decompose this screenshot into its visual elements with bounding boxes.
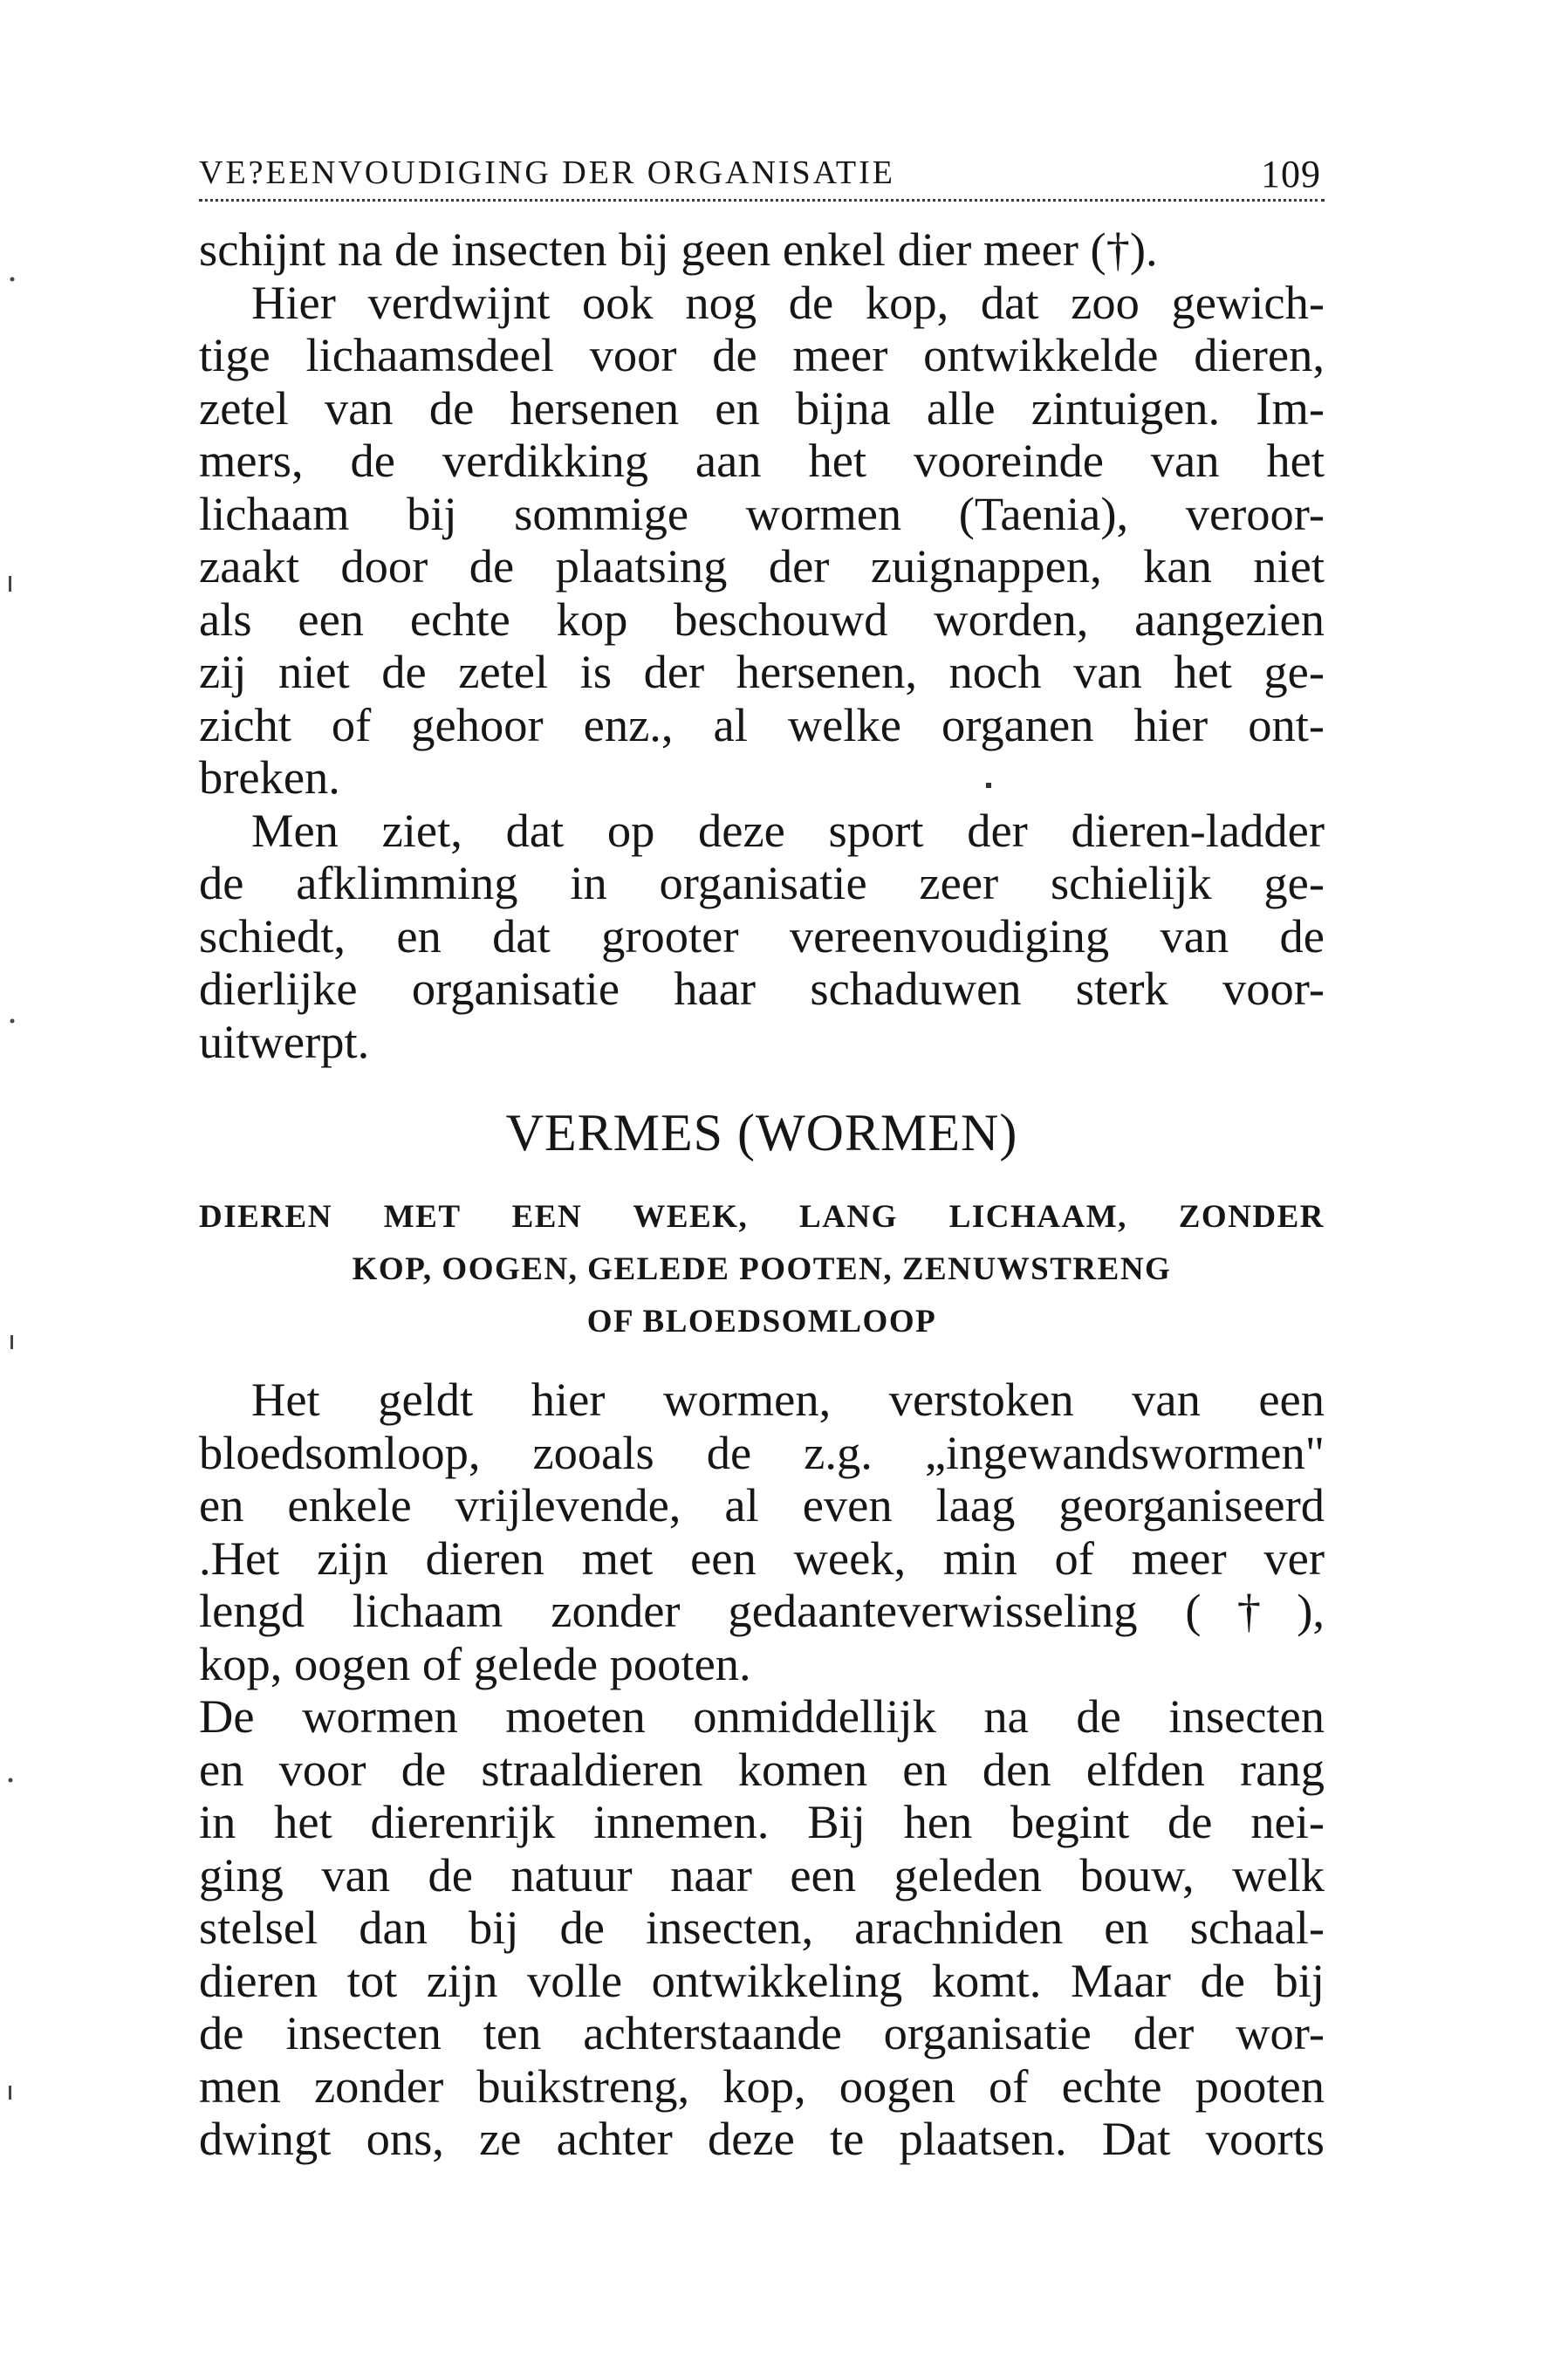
body-text-top	[199, 223, 1325, 1068]
text-line: dwingt ons, ze achter deze te plaatsen. Dat voorts	[199, 2112, 1325, 2165]
text-line: Het geldt hier wormen, verstoken van een	[251, 1373, 1325, 1426]
text-line: .Het zijn dieren met een week, min of meer ver	[199, 1531, 1325, 1585]
text-line: zij niet de zetel is der hersenen, noch van het ge-	[199, 645, 1325, 698]
page-number: 109	[1261, 153, 1321, 195]
text-line: kop, oogen of gelede pooten.	[199, 1636, 751, 1690]
text-line: ging van de natuur naar een geleden bouw, welk	[199, 1847, 1325, 1901]
text-line: de insecten ten achterstaande organisatie der wor-	[199, 2006, 1325, 2059]
text-line: De wormen moeten onmiddellijk na de insecten	[199, 1689, 1325, 1743]
text-line: zicht of gehoor enz., al welke organen hier ont-	[199, 697, 1325, 751]
text-line: en enkele vrijlevende, al even laag georganiseerd	[199, 1478, 1325, 1531]
text-line: dierlijke organisatie haar schaduwen sterk voor-	[199, 962, 1325, 1015]
subtitle-line: OF BLOEDSOMLOOP	[586, 1304, 937, 1340]
text-line: uitwerpt.	[199, 1014, 370, 1068]
text-line: zetel van de hersenen en bijna alle zintuigen. Im-	[199, 380, 1325, 435]
text-line: lichaam bij sommige wormen (Taenia), veroor-	[199, 486, 1325, 540]
text-line: schiedt, en dat grooter vereenvoudiging van de	[199, 908, 1325, 963]
text-line: Hier verdwijnt ook nog de kop, dat zoo gewich-	[251, 275, 1325, 329]
text-line: stelsel dan bij de insecten, arachniden en schaal-	[199, 1901, 1325, 1954]
text-line: bloedsomloop, zooals de z.g. „ingewandswormen"	[199, 1425, 1325, 1479]
text-line: breken.	[199, 750, 340, 804]
text-line: als een echte kop beschouwd worden, aangezien	[199, 592, 1325, 646]
section-subtitle	[199, 1191, 1325, 1348]
running-title: VE?EENVOUDIGING DER ORGANISATIE	[199, 154, 896, 191]
text-line: Men ziet, dat op deze sport der dieren-ladder	[251, 803, 1325, 857]
text-line: mers, de verdikking aan het vooreinde van het	[199, 434, 1325, 487]
section-title: VERMES (WORMEN)	[505, 1104, 1018, 1161]
subtitle-line: DIEREN MET EEN WEEK, LANG LICHAAM, ZONDER	[199, 1199, 1325, 1235]
body-text-bottom	[199, 1374, 1325, 2166]
text-line: schijnt na de insecten bij geen enkel dier meer (†).	[199, 223, 1158, 276]
text-line: dieren tot zijn volle ontwikkeling komt. Maar de bij	[199, 1953, 1325, 2007]
text-line: de afklimming in organisatie zeer schielijk ge-	[199, 856, 1325, 909]
running-head	[199, 147, 1325, 202]
text-line: men zonder buikstreng, kop, oogen of echte pooten	[199, 2059, 1325, 2113]
subtitle-line: KOP, OOGEN, GELEDE POOTEN, ZENUWSTRENG	[352, 1251, 1172, 1287]
text-line: zaakt door de plaatsing der zuignappen, kan niet	[199, 539, 1325, 593]
text-line: lengd lichaam zonder gedaanteverwisseling (†),	[199, 1584, 1325, 1637]
text-line: in het dierenrijk innemen. Bij hen begint de nei-	[199, 1795, 1325, 1848]
text-line: en voor de straaldieren komen en den elfden rang	[199, 1742, 1325, 1796]
text-line: tige lichaamsdeel voor de meer ontwikkelde dieren,	[199, 328, 1325, 381]
